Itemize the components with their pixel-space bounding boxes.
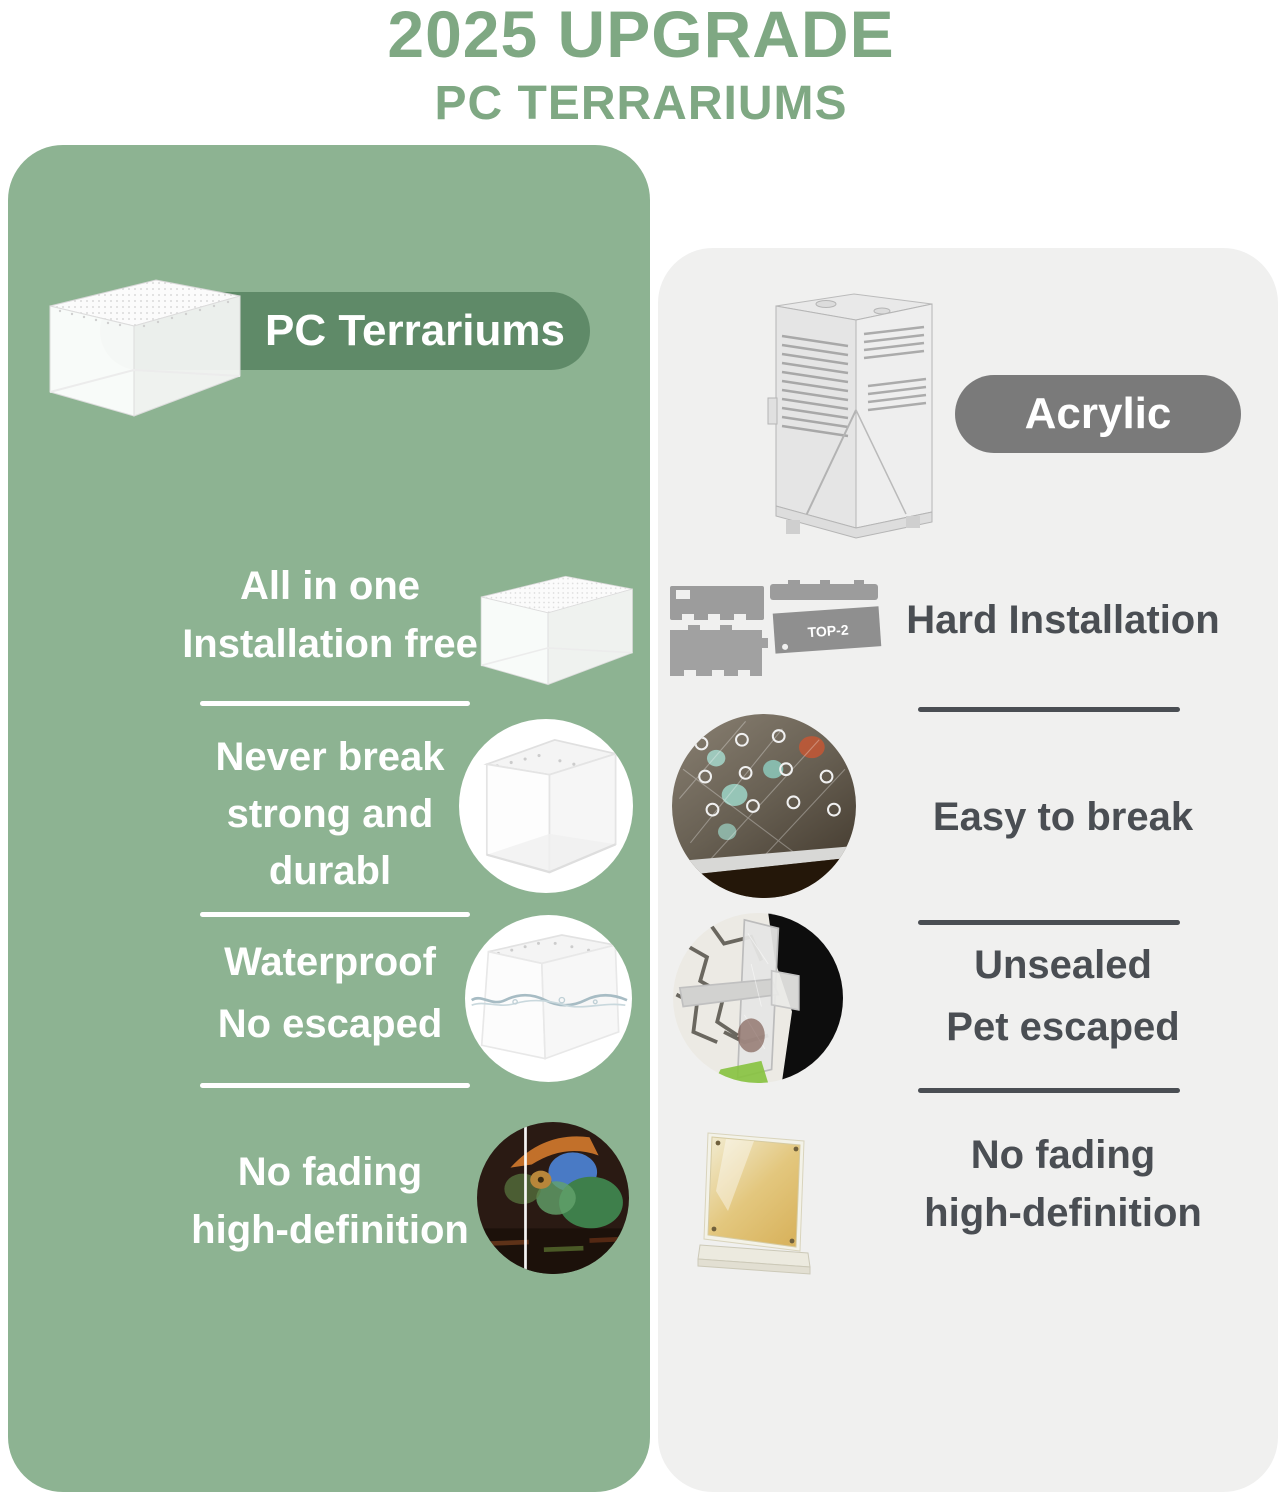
pc-divider-3 bbox=[200, 1083, 470, 1088]
acrylic-panel-top2-label: TOP-2 bbox=[807, 621, 850, 641]
acrylic-drawback-3-line-2: Pet escaped bbox=[946, 1005, 1180, 1049]
pc-feature-4-line-2: high-definition bbox=[191, 1208, 469, 1252]
main-title: 2025 UPGRADE bbox=[387, 0, 895, 71]
pc-terrariums-pill-label: PC Terrariums bbox=[265, 306, 565, 355]
acrylic-pill-label: Acrylic bbox=[1024, 389, 1172, 438]
pc-feature-2-line-1: Never break bbox=[215, 735, 445, 779]
pc-feature-3 bbox=[150, 931, 510, 1055]
acrylic-drawback-2-line-1: Easy to break bbox=[932, 795, 1194, 839]
pc-feature-1-line-1: All in one bbox=[240, 564, 420, 608]
acrylic-flat-panels-image bbox=[668, 578, 886, 690]
pc-feature-3-line-2: No escaped bbox=[217, 1002, 443, 1046]
acrylic-divider-1 bbox=[918, 707, 1180, 712]
acrylic-drawback-1 bbox=[868, 591, 1258, 649]
pc-box-waterline-photo bbox=[465, 915, 632, 1082]
pc-feature-1-line-2: Installation free bbox=[182, 622, 478, 666]
pc-feature-2 bbox=[150, 729, 510, 900]
pc-box-corner-photo bbox=[459, 719, 633, 893]
pc-feature-2-line-2: strong and bbox=[226, 792, 434, 836]
acrylic-gap-photo bbox=[673, 913, 843, 1083]
pc-divider-1 bbox=[200, 701, 470, 706]
acrylic-drawback-4 bbox=[868, 1126, 1258, 1242]
acrylic-drawback-2 bbox=[868, 788, 1258, 846]
sub-title: PC TERRARIUMS bbox=[434, 77, 848, 130]
pc-feature-4 bbox=[150, 1143, 510, 1259]
acrylic-cage-image bbox=[756, 290, 956, 542]
pc-terrarium-box-small-image bbox=[470, 566, 642, 690]
scratched-acrylic-photo bbox=[672, 714, 856, 898]
pc-terrarium-box-image bbox=[36, 268, 252, 422]
pc-feature-2-line-3: durabl bbox=[268, 849, 392, 893]
pc-feature-3-line-1: Waterproof bbox=[224, 940, 436, 984]
acrylic-pill bbox=[955, 375, 1241, 453]
pc-divider-2 bbox=[200, 912, 470, 917]
pc-feature-1 bbox=[150, 557, 510, 673]
acrylic-drawback-4-line-2: high-definition bbox=[924, 1191, 1202, 1235]
chameleon-photo bbox=[477, 1122, 629, 1274]
acrylic-drawback-3-line-1: Unsealed bbox=[974, 943, 1152, 987]
acrylic-drawback-4-line-1: No fading bbox=[970, 1133, 1156, 1177]
acrylic-drawback-3 bbox=[868, 934, 1258, 1058]
pc-feature-4-line-1: No fading bbox=[237, 1150, 423, 1194]
yellowed-acrylic-frame-image bbox=[696, 1129, 822, 1279]
acrylic-divider-3 bbox=[918, 1088, 1180, 1093]
acrylic-divider-2 bbox=[918, 920, 1180, 925]
acrylic-drawback-1-line-1: Hard Installation bbox=[906, 598, 1220, 642]
